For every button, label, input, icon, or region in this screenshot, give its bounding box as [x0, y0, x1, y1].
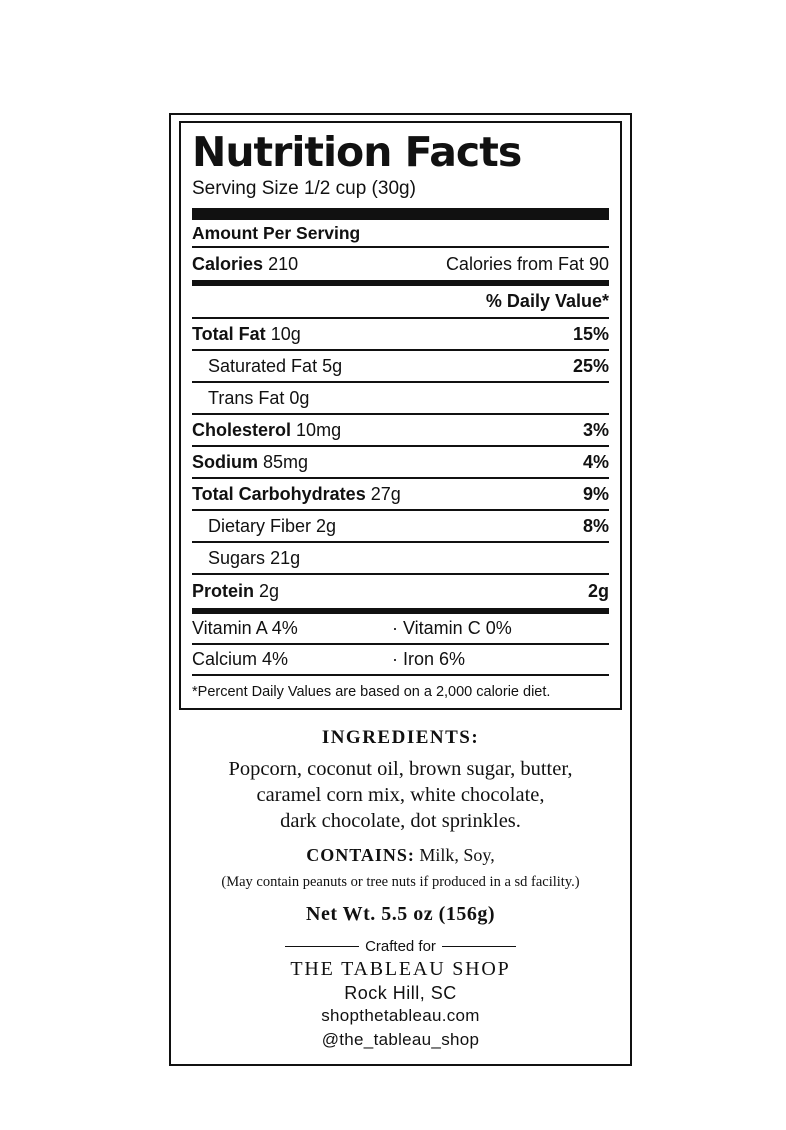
may-contain-note: (May contain peanuts or tree nuts if produced in a sd facility.)	[221, 874, 580, 890]
crafted-right-rule	[442, 946, 516, 947]
ingredients-line: dark chocolate, dot sprinkles.	[280, 810, 521, 832]
shop-location: Rock Hill, SC	[344, 983, 457, 1003]
vitamin-right: · Vitamin C 0%	[392, 618, 512, 638]
nutrition-facts-panel	[179, 121, 622, 710]
daily-value-footnote: *Percent Daily Values are based on a 2,000 calorie diet.	[192, 684, 551, 700]
calories-row	[192, 248, 609, 280]
ingredients-title: INGREDIENTS:	[321, 727, 480, 748]
ingredients-line: Popcorn, coconut oil, brown sugar, butter,	[228, 758, 573, 780]
net-weight: Net Wt. 5.5 oz (156g)	[306, 903, 495, 925]
vitamin-left: Calcium 4%	[192, 649, 289, 669]
crafted-for	[169, 938, 632, 955]
nutrient-row-cholesterol: Cholesterol 10mg 3%	[192, 415, 609, 447]
calories-from-fat: Calories from Fat 90	[445, 253, 609, 274]
nutrient-row-total-carbohydrates: Total Carbohydrates 27g 9%	[192, 479, 609, 511]
contains-allergens	[169, 845, 632, 866]
nutrient-row-trans-fat: Trans Fat 0g	[192, 383, 609, 415]
amount-per-serving-row	[192, 220, 609, 248]
serving-size: Serving Size 1/2 cup (30g)	[192, 178, 416, 199]
daily-value-header-row	[192, 286, 609, 319]
shop-name: THE TABLEAU SHOP	[290, 958, 511, 980]
vitamin-left: Vitamin A 4%	[192, 618, 298, 638]
nutrient-row-total-fat: Total Fat 10g 15%	[192, 319, 609, 351]
ingredients-line: caramel corn mix, white chocolate,	[256, 784, 545, 806]
vitamin-row	[192, 614, 609, 645]
daily-value-header: % Daily Value*	[485, 291, 609, 311]
shop-website: shopthetableau.com	[321, 1006, 480, 1025]
nutrition-facts-title: Nutrition Facts	[192, 128, 522, 176]
nutrient-row-saturated-fat: Saturated Fat 5g 25%	[192, 351, 609, 383]
calories-label: Calories	[192, 253, 264, 274]
shop-instagram: @the_tableau_shop	[321, 1030, 480, 1049]
nutrient-row-dietary-fiber: Dietary Fiber 2g 8%	[192, 511, 609, 543]
crafted-left-rule	[285, 946, 359, 947]
contains-label: CONTAINS:	[306, 845, 415, 865]
nutrient-row-protein: Protein 2g 2g	[192, 581, 609, 601]
vitamin-right: · Iron 6%	[392, 649, 466, 669]
nutrient-row-sugars: Sugars 21g	[192, 543, 609, 575]
nutrient-row-sodium: Sodium 85mg 4%	[192, 447, 609, 479]
crafted-for-text: Crafted for	[365, 938, 436, 955]
thick-divider	[192, 208, 609, 220]
amount-per-serving: Amount Per Serving	[192, 222, 361, 243]
calories-value: 210	[268, 253, 299, 274]
contains-value: Milk, Soy,	[414, 845, 495, 865]
ingredients-list	[169, 756, 632, 834]
vitamin-row	[192, 645, 609, 676]
